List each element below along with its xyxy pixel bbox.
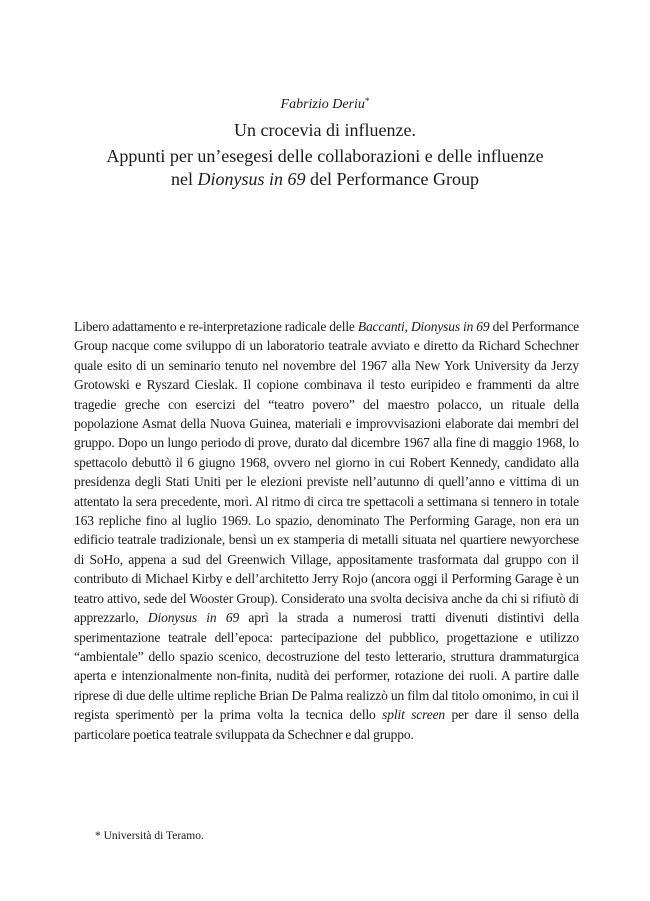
subtitle-italic-title: Dionysus in 69 xyxy=(197,169,306,189)
author-name xyxy=(0,92,650,114)
footnote-marker: * xyxy=(364,96,370,106)
body-italic-title: Baccanti xyxy=(357,319,405,334)
body-italic-term: split screen xyxy=(382,707,446,723)
body-text-segment: del Performance Group nacque come sviluppo di un laboratorio teatrale avviato e diretto da Richard Schechner quale esito di un seminario tenuto nel novembre del 1967 alla New York University da Jerzy Grotowski e Ryszard Cieslak. Il copione combinava il testo euripideo e frammenti da altre tragedie greche con esercizi del “teatro povero” del maestro polacco, un rituale della popolazione Asmat della Nuova Guinea, materiali e improvvisazioni elaborate dai membri del gruppo. Dopo un lungo periodo di prove, durato dal dicembre 1967 alla fine di maggio 1968, lo spettacolo debuttò il 6 giugno 1968, ovvero nel giorno in cui Robert Kennedy, candidato alla presidenza degli Stati Uniti per le elezioni previste nell’autunno di quell’anno e vittima di un attentato la sera precedente, morì. Al ritmo di circa tre spettacoli a settimana si tennero in totale 163 repliche fino al luglio 1969. Lo spazio, denominato The Performing Garage, non era un edificio teatrale tradizionale, bensì un ex stamperia di metalli situata nel quartiere newyorchese di SoHo, appena a sud del Greenwich Village, appositamente trasformata dal gruppo con il contributo di Michael Kirby e dell’architetto Jerry Rojo (ancora oggi il Performing Garage è un teatro attivo, sede del Wooster Group). Considerato una svolta decisiva anche da chi si rifiutò di apprezzarlo, xyxy=(74,319,579,626)
body-paragraph xyxy=(74,317,579,744)
subtitle-text: nel xyxy=(171,169,198,189)
article-subtitle xyxy=(0,145,650,191)
body-text-segment: aprì la strada a numerosi tratti divenuti distintivi della sperimentazione teatrale dell’epoca: partecipazione del pubblico, progettazione e utilizzo “ambientale” dello spazio scenico, decostruzione del testo letterario, struttura drammaturgica aperta e intenzionalmente non-finita, nudità dei performer, rotazione dei ruoli. A partire dalle riprese di due delle ultime repliche Brian De Palma realizzò un film dal titolo omonimo, in cui il regista sperimentò per la prima volta la tecnica dello xyxy=(74,610,579,723)
subtitle-line-1: Appunti per un’esegesi delle collaborazioni e delle influenze xyxy=(106,146,544,166)
article-title: Un crocevia di influenze. xyxy=(234,120,416,140)
body-italic-title: Dionysus in 69 xyxy=(410,319,490,334)
body-text-segment: per dare il senso della particolare poetica teatrale sviluppata da Schechner e dal gruppo. xyxy=(74,707,579,742)
subtitle-text: del Performance Group xyxy=(305,169,479,189)
author-name-text: Fabrizio Deriu xyxy=(280,97,365,112)
body-text-segment: , xyxy=(404,319,411,334)
body-italic-title: Dionysus in 69 xyxy=(147,610,240,626)
footnote: * Università di Teramo. xyxy=(95,830,204,842)
subtitle-line-2 xyxy=(0,168,650,191)
body-text-segment: Libero adattamento e re-interpretazione radicale delle xyxy=(74,319,358,334)
